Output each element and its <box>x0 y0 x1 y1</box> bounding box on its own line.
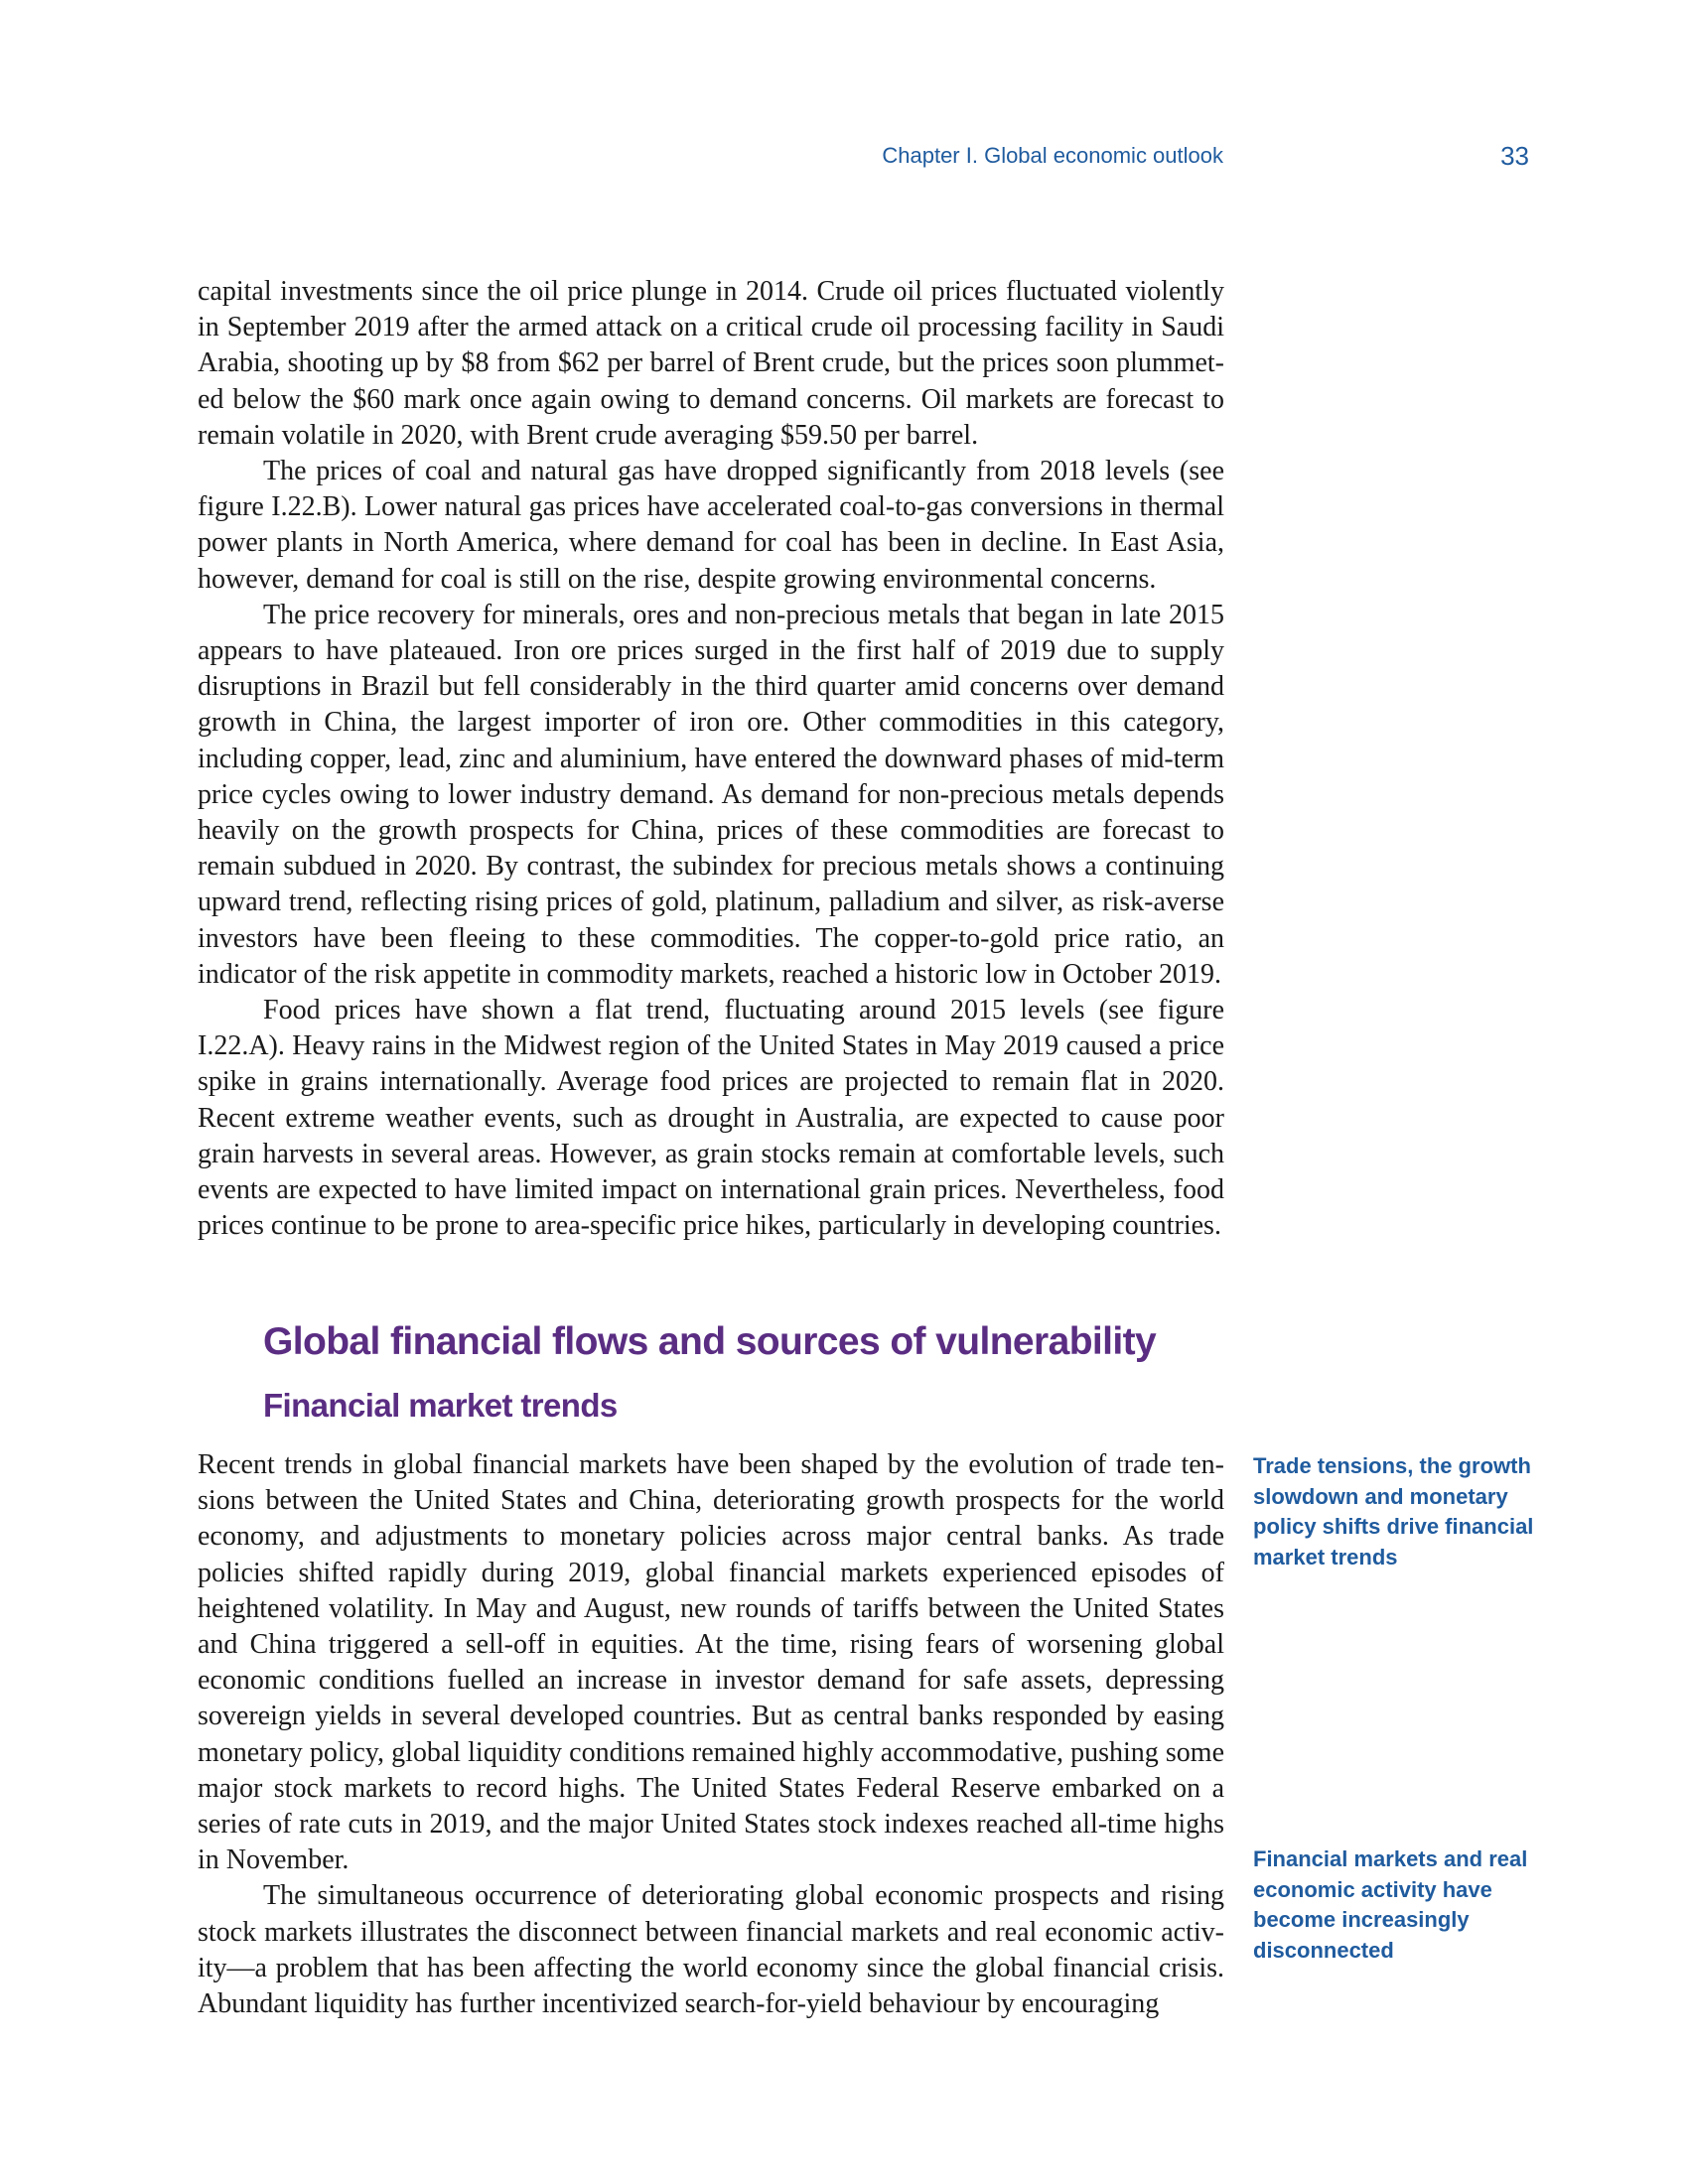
page-number: 33 <box>1500 141 1529 171</box>
section-title: Global financial flows and sources of vulnerability <box>263 1320 1157 1363</box>
paragraph: The simultaneous occurrence of deteriorating global economic prospects and rising stock markets illustrates the disconnect between financial markets and real economic activity—a problem that has been affecting the world economy since the global financial crisis. Abundant liquidity has further incentivized search-for-yield behaviour by encouraging <box>198 1880 1224 2020</box>
margin-note: Financial markets and real economic activity have become increasingly disconnected <box>1253 1846 1528 1963</box>
paragraph: Recent trends in global financial markets have been shaped by the evolution of trade tensions between the United States and China, deteriorating growth prospects for the world economy, and adjustments to monetary policies across major central banks. As trade policies shifted rapidly during 2019, global financial markets experienced episodes of heightened volatility. In May and August, new rounds of tariffs between the United States and China triggered a sell-off in equities. At the time, rising fears of worsening global economic conditions fuelled an increase in investor demand for safe assets, depressing sovereign yields in several developed countries. But as central banks responded by easing monetary policy, global liquidity conditions remained highly accommodative, pushing some major stock markets to record highs. The United States Federal Reserve embarked on a series of rate cuts in 2019, and the major United States stock indexes reached all-time highs in November. <box>198 1449 1224 1876</box>
subsection-title: Financial market trends <box>263 1387 618 1424</box>
paragraph: The price recovery for minerals, ores and non-precious metals that began in late 2015 appears to have plateaued. Iron ore prices surged in the first half of 2019 due to supply disruptions in Brazil but fell considerably in the third quarter amid concerns over demand growth in China, the largest importer of iron ore. Other commodities in this category, including copper, lead, zinc and aluminium, have entered the downward phases of mid-term price cycles owing to lower industry demand. As demand for non-precious metals depends heavily on the growth prospects for China, prices of these commodities are forecast to remain subdued in 2020. By contrast, the subindex for precious metals shows a continuing upward trend, reflecting rising prices of gold, platinum, palladium and silver, as risk-averse investors have been fleeing to these commodities. The copper-to-gold price ratio, an indicator of the risk appetite in commodity markets, reached a historic low in October 2019. <box>198 599 1224 990</box>
paragraph: Food prices have shown a flat trend, fluctuating around 2015 levels (see figure I.22.A). Heavy rains in the Midwest region of the United States in May 2019 caused a price spike in grains internationally. Average food prices are projected to remain flat in 2020. Recent extreme weather events, such as drought in Australia, are expected to cause poor grain harvests in several areas. However, as grain stocks remain at comfortable levels, such events are expected to have limited impact on international grain prices. Nevertheless, food prices continue to be prone to area-specific price hikes, particularly in developing countries. <box>198 995 1224 1242</box>
paragraph: capital investments since the oil price plunge in 2014. Crude oil prices fluctuated violently in September 2019 after the armed attack on a critical crude oil processing facility in Saudi Arabia, shooting up by $8 from $62 per barrel of Brent crude, but the prices soon plummeted below the $60 mark once again owing to demand concerns. Oil markets are forecast to remain volatile in 2020, with Brent crude averaging $59.50 per barrel. <box>198 276 1224 451</box>
body-text-bottom <box>198 1447 1224 2022</box>
body-text-top <box>198 274 1224 1244</box>
margin-note: Trade tensions, the growth slowdown and monetary policy shifts drive financial market trends <box>1253 1453 1534 1570</box>
running-head: Chapter I. Global economic outlook <box>882 143 1223 168</box>
paragraph: The prices of coal and natural gas have dropped significantly from 2018 levels (see figure I.22.B). Lower natural gas prices have accelerated coal-to-gas conversions in thermal power plants in North America, where demand for coal has been in decline. In East Asia, however, demand for coal is still on the rise, despite growing environmental concerns. <box>198 456 1224 595</box>
